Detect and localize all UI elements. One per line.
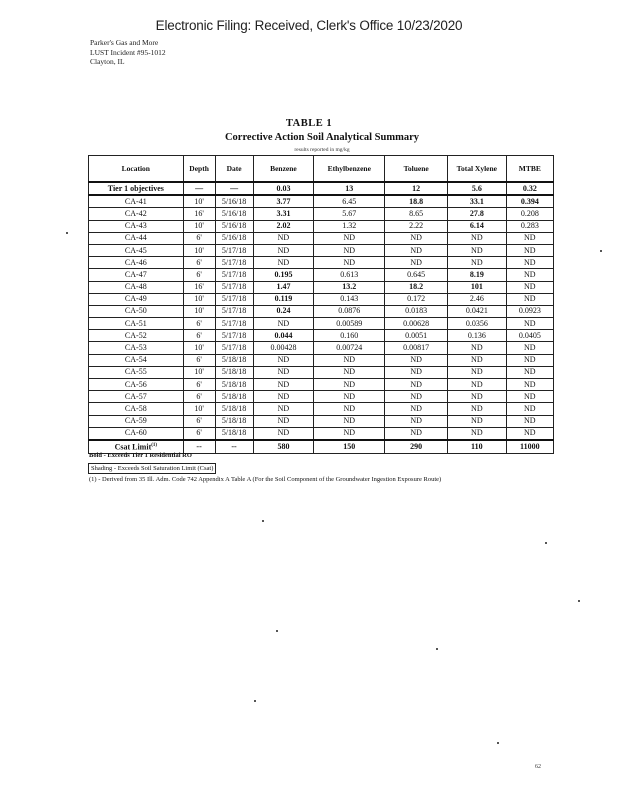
sample-value: 0.613: [314, 269, 385, 281]
units-note: results reported in mg/kg: [294, 147, 350, 153]
sample-value: ND: [448, 342, 507, 354]
table-title: Corrective Action Soil Analytical Summary: [224, 132, 420, 143]
sample-date: 5/18/18: [215, 403, 253, 415]
sample-value: 0.119: [253, 293, 314, 305]
sample-value: 0.0421: [448, 305, 507, 317]
column-header: Date: [215, 156, 253, 183]
sample-depth: 6': [183, 257, 215, 269]
sample-value: 1.32: [314, 220, 385, 232]
site-city: Clayton, IL: [90, 57, 125, 66]
sample-row: [89, 318, 554, 330]
sample-value: ND: [506, 366, 553, 378]
sample-value: ND: [253, 257, 314, 269]
sample-date: 5/18/18: [215, 427, 253, 440]
csat-label: Csat Limit: [114, 442, 152, 452]
sample-value: 2.46: [448, 293, 507, 305]
sample-date: 5/18/18: [215, 354, 253, 366]
sample-value: ND: [506, 403, 553, 415]
sample-value: 0.044: [253, 330, 314, 342]
sample-depth: 6': [183, 427, 215, 440]
scan-speck: [578, 600, 580, 602]
sample-location: CA-53: [89, 342, 184, 354]
sample-row: [89, 415, 554, 427]
sample-value: 27.8: [448, 208, 507, 220]
sample-location: CA-52: [89, 330, 184, 342]
sample-depth: 6': [183, 232, 215, 244]
sample-value: 0.283: [506, 220, 553, 232]
sample-value: 0.0183: [385, 305, 448, 317]
sample-value: 6.14: [448, 220, 507, 232]
sample-value: ND: [506, 257, 553, 269]
sample-date: 5/17/18: [215, 257, 253, 269]
sample-value: 2.22: [385, 220, 448, 232]
sample-date: 5/16/18: [215, 208, 253, 220]
sample-value: ND: [448, 232, 507, 244]
sample-date: 5/17/18: [215, 305, 253, 317]
sample-depth: 10': [183, 220, 215, 232]
sample-value: ND: [314, 257, 385, 269]
sample-value: ND: [448, 391, 507, 403]
sample-value: 6.45: [314, 195, 385, 208]
sample-value: 0.0051: [385, 330, 448, 342]
sample-depth: 10': [183, 195, 215, 208]
scan-speck: [600, 250, 602, 252]
sample-value: ND: [506, 232, 553, 244]
scan-speck: [436, 648, 438, 650]
lust-incident-number: LUST Incident #95-1012: [90, 47, 166, 57]
sample-value: ND: [385, 232, 448, 244]
objective-value: 13: [314, 182, 385, 195]
sample-value: 0.394: [506, 195, 553, 208]
objective-value: 0.03: [253, 182, 314, 195]
site-info-block: [90, 38, 166, 67]
sample-depth: 6': [183, 318, 215, 330]
sample-depth: 10': [183, 293, 215, 305]
sample-depth: 6': [183, 415, 215, 427]
sample-value: ND: [506, 427, 553, 440]
sample-value: 3.77: [253, 195, 314, 208]
sample-value: ND: [253, 415, 314, 427]
sample-value: 0.00817: [385, 342, 448, 354]
sample-value: ND: [253, 244, 314, 256]
sample-date: 5/17/18: [215, 244, 253, 256]
sample-depth: 10': [183, 244, 215, 256]
sample-row: [89, 281, 554, 293]
sample-row: [89, 293, 554, 305]
sample-value: 0.00724: [314, 342, 385, 354]
sample-row: [89, 195, 554, 208]
sample-value: ND: [448, 403, 507, 415]
sample-location: CA-57: [89, 391, 184, 403]
sample-location: CA-59: [89, 415, 184, 427]
sample-date: 5/16/18: [215, 220, 253, 232]
sample-location: CA-58: [89, 403, 184, 415]
sample-location: CA-54: [89, 354, 184, 366]
objectives-depth: —: [183, 182, 215, 195]
page-number: 62: [535, 764, 541, 770]
sample-value: ND: [314, 366, 385, 378]
objective-value: 5.6: [448, 182, 507, 195]
column-header: Benzene: [253, 156, 314, 183]
sample-depth: 16': [183, 281, 215, 293]
table-label: TABLE 1: [285, 118, 333, 129]
sample-depth: 6': [183, 391, 215, 403]
sample-value: ND: [506, 379, 553, 391]
bold-legend-note: Bold - Exceeds Tier 1 Residential RO: [89, 452, 192, 459]
objectives-date: —: [215, 182, 253, 195]
sample-date: 5/18/18: [215, 366, 253, 378]
sample-value: ND: [385, 403, 448, 415]
sample-location: CA-44: [89, 232, 184, 244]
sample-row: [89, 391, 554, 403]
sample-location: CA-49: [89, 293, 184, 305]
sample-value: 101: [448, 281, 507, 293]
sample-value: ND: [314, 354, 385, 366]
sample-row: [89, 330, 554, 342]
sample-value: 3.31: [253, 208, 314, 220]
column-header: Total Xylene: [448, 156, 507, 183]
scan-speck: [254, 700, 256, 702]
sample-row: [89, 244, 554, 256]
sample-depth: 6': [183, 354, 215, 366]
sample-value: ND: [253, 391, 314, 403]
sample-date: 5/17/18: [215, 330, 253, 342]
sample-value: ND: [506, 293, 553, 305]
sample-date: 5/17/18: [215, 293, 253, 305]
sample-value: ND: [314, 427, 385, 440]
sample-value: ND: [506, 342, 553, 354]
csat-value: 11000: [506, 440, 553, 454]
objective-value: 0.32: [506, 182, 553, 195]
sample-value: ND: [385, 427, 448, 440]
sample-depth: 10': [183, 305, 215, 317]
sample-location: CA-46: [89, 257, 184, 269]
sample-value: ND: [448, 415, 507, 427]
objective-value: 12: [385, 182, 448, 195]
sample-location: CA-48: [89, 281, 184, 293]
soil-analytical-table: [88, 155, 554, 454]
objectives-label: Tier 1 objectives: [89, 182, 184, 195]
tier1-objectives-row: [89, 182, 554, 195]
sample-location: CA-60: [89, 427, 184, 440]
sample-location: CA-50: [89, 305, 184, 317]
scan-speck: [497, 742, 499, 744]
scan-speck: [276, 630, 278, 632]
csat-value: 580: [253, 440, 314, 454]
csat-footnote: (1) - Derived from 35 Ill. Adm. Code 742 Appendix A Table A (For the Soil Component of the Groundwater Ingestion Exposure Route): [89, 476, 442, 483]
sample-row: [89, 269, 554, 281]
sample-location: CA-42: [89, 208, 184, 220]
sample-value: ND: [253, 318, 314, 330]
sample-value: ND: [385, 366, 448, 378]
sample-location: CA-56: [89, 379, 184, 391]
sample-value: ND: [448, 366, 507, 378]
sample-value: 0.0923: [506, 305, 553, 317]
sample-value: ND: [506, 244, 553, 256]
sample-value: ND: [385, 415, 448, 427]
sample-value: ND: [385, 391, 448, 403]
sample-depth: 10': [183, 342, 215, 354]
sample-value: 0.208: [506, 208, 553, 220]
sample-value: 8.19: [448, 269, 507, 281]
shading-legend-note: Shading - Exceeds Soil Saturation Limit (Csat): [88, 463, 216, 474]
sample-value: ND: [448, 427, 507, 440]
sample-depth: 6': [183, 379, 215, 391]
sample-value: ND: [385, 257, 448, 269]
sample-value: 0.00428: [253, 342, 314, 354]
sample-value: 0.0356: [448, 318, 507, 330]
sample-value: ND: [385, 379, 448, 391]
sample-date: 5/18/18: [215, 379, 253, 391]
sample-location: CA-55: [89, 366, 184, 378]
sample-row: [89, 366, 554, 378]
sample-value: 0.24: [253, 305, 314, 317]
sample-row: [89, 257, 554, 269]
sample-value: 0.0876: [314, 305, 385, 317]
sample-value: ND: [314, 415, 385, 427]
sample-location: CA-47: [89, 269, 184, 281]
sample-depth: 16': [183, 208, 215, 220]
csat-value: 110: [448, 440, 507, 454]
sample-value: ND: [506, 354, 553, 366]
sample-value: 33.1: [448, 195, 507, 208]
scan-speck: [262, 520, 264, 522]
column-header: Toluene: [385, 156, 448, 183]
sample-date: 5/17/18: [215, 342, 253, 354]
sample-date: 5/17/18: [215, 269, 253, 281]
sample-date: 5/18/18: [215, 415, 253, 427]
sample-location: CA-43: [89, 220, 184, 232]
sample-value: 0.00628: [385, 318, 448, 330]
sample-value: ND: [314, 403, 385, 415]
sample-value: ND: [253, 232, 314, 244]
table-header-row: [89, 156, 554, 183]
sample-value: 0.00589: [314, 318, 385, 330]
sample-date: 5/16/18: [215, 232, 253, 244]
sample-date: 5/17/18: [215, 318, 253, 330]
sample-depth: 6': [183, 269, 215, 281]
sample-value: ND: [385, 244, 448, 256]
sample-value: ND: [314, 244, 385, 256]
sample-row: [89, 305, 554, 317]
column-header: Location: [89, 156, 184, 183]
sample-value: 0.172: [385, 293, 448, 305]
sample-value: ND: [506, 281, 553, 293]
sample-value: 0.195: [253, 269, 314, 281]
sample-depth: 6': [183, 330, 215, 342]
sample-row: [89, 379, 554, 391]
csat-depth: --: [183, 440, 215, 454]
sample-value: 0.160: [314, 330, 385, 342]
site-name: Parker's Gas and More: [90, 38, 159, 47]
sample-depth: 10': [183, 403, 215, 415]
sample-value: ND: [253, 379, 314, 391]
sample-value: 0.136: [448, 330, 507, 342]
sample-value: ND: [506, 391, 553, 403]
sample-value: ND: [506, 269, 553, 281]
sample-value: ND: [253, 403, 314, 415]
sample-value: ND: [506, 415, 553, 427]
filing-stamp: Electronic Filing: Received, Clerk's Office 10/23/2020: [155, 18, 463, 33]
sample-value: ND: [448, 354, 507, 366]
scan-speck: [66, 232, 68, 234]
sample-date: 5/16/18: [215, 195, 253, 208]
sample-value: ND: [314, 232, 385, 244]
sample-row: [89, 342, 554, 354]
sample-value: ND: [448, 379, 507, 391]
sample-date: 5/17/18: [215, 281, 253, 293]
sample-value: ND: [314, 391, 385, 403]
sample-value: ND: [314, 379, 385, 391]
csat-footnote-mark: (1): [151, 443, 158, 449]
column-header: Depth: [183, 156, 215, 183]
sample-row: [89, 208, 554, 220]
sample-value: 8.65: [385, 208, 448, 220]
sample-value: 2.02: [253, 220, 314, 232]
sample-row: [89, 354, 554, 366]
sample-value: 1.47: [253, 281, 314, 293]
sample-row: [89, 403, 554, 415]
sample-value: 0.143: [314, 293, 385, 305]
csat-value: 290: [385, 440, 448, 454]
sample-value: ND: [253, 354, 314, 366]
sample-value: ND: [253, 427, 314, 440]
sample-value: 5.67: [314, 208, 385, 220]
sample-value: ND: [448, 244, 507, 256]
sample-depth: 10': [183, 366, 215, 378]
sample-date: 5/18/18: [215, 391, 253, 403]
sample-value: ND: [253, 366, 314, 378]
sample-row: [89, 427, 554, 440]
sample-row: [89, 220, 554, 232]
csat-date: --: [215, 440, 253, 454]
sample-value: ND: [448, 257, 507, 269]
sample-value: 13.2: [314, 281, 385, 293]
sample-value: 18.2: [385, 281, 448, 293]
column-header: MTBE: [506, 156, 553, 183]
column-header: Ethylbenzene: [314, 156, 385, 183]
sample-row: [89, 232, 554, 244]
sample-location: CA-51: [89, 318, 184, 330]
scan-speck: [545, 542, 547, 544]
sample-value: 0.0405: [506, 330, 553, 342]
sample-value: 18.8: [385, 195, 448, 208]
sample-value: ND: [506, 318, 553, 330]
sample-location: CA-45: [89, 244, 184, 256]
sample-location: CA-41: [89, 195, 184, 208]
sample-value: ND: [385, 354, 448, 366]
csat-value: 150: [314, 440, 385, 454]
sample-value: 0.645: [385, 269, 448, 281]
